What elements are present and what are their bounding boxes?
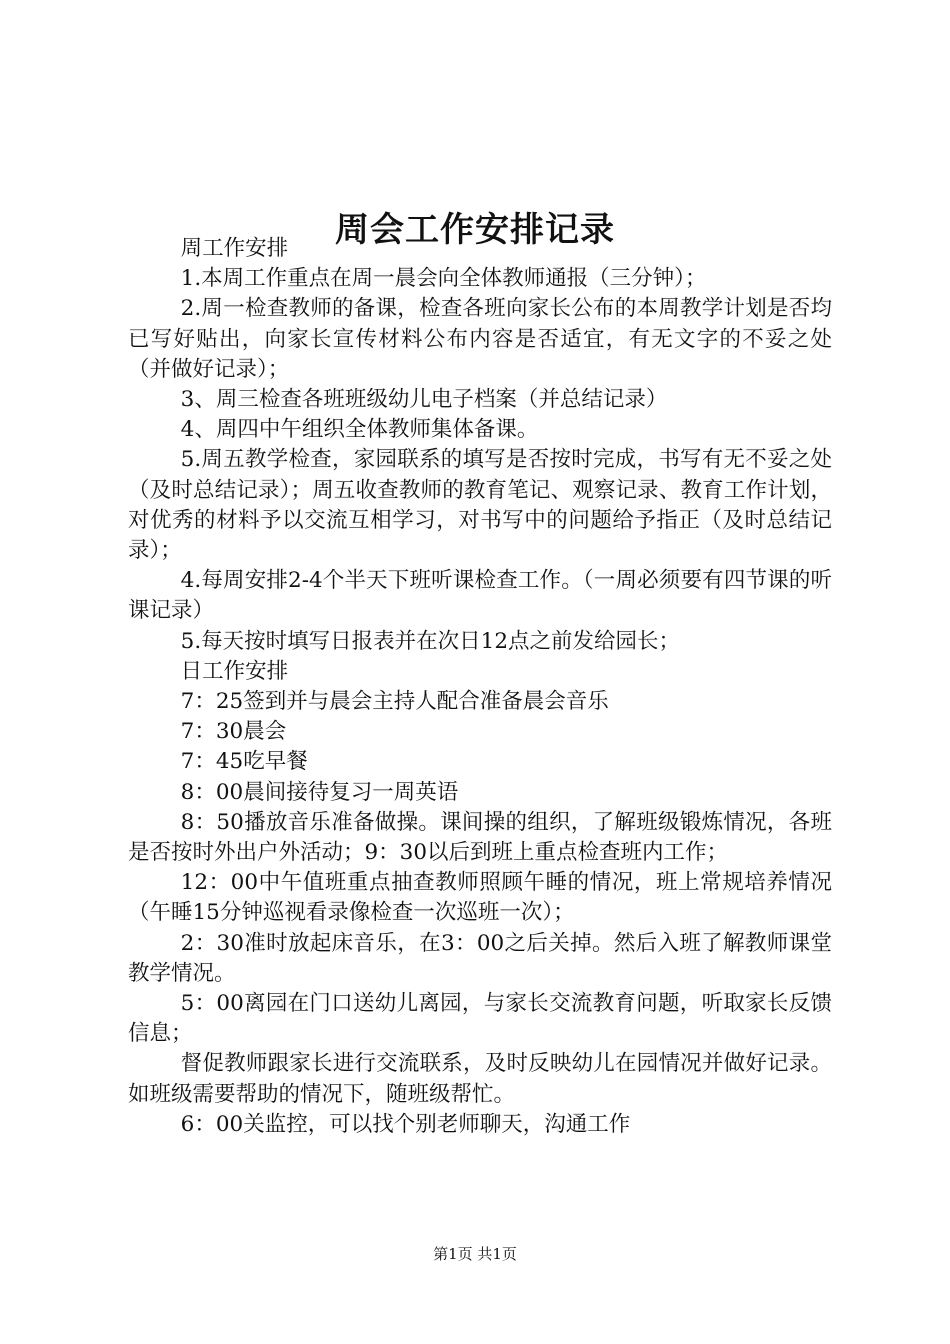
paragraph: 1.本周工作重点在周一晨会向全体教师通报（三分钟）； [180,266,707,292]
section-heading-weekly: 周工作安排 [180,236,289,261]
paragraph: 2：30准时放起床音乐，在3：00之后关掉。然后入班了解教师课堂教学情况。 [128,930,832,986]
paragraph: 6：00关监控，可以找个别老师聊天，沟通工作 [180,1111,631,1137]
paragraph: 3、周三检查各班班级幼儿电子档案（并总结记录） [180,387,668,413]
paragraph: 7：45吃早餐 [180,749,308,775]
paragraph: 7：25签到并与晨会主持人配合准备晨会音乐 [180,689,609,715]
paragraph: 2.周一检查教师的备课，检查各班向家长公布的本周教学计划是否均已写好贴出，向家长宣传材料公布内容是否适宜，有无文字的不妥之处（并做好记录）； [128,296,832,382]
paragraph: 12：00中午值班重点抽查教师照顾午睡的情况，班上常规培养情况（午睡15分钟巡视看录像检查一次巡班一次）； [128,870,832,926]
paragraph: 督促教师跟家长进行交流联系，及时反映幼儿在园情况并做好记录。如班级需要帮助的情况下，随班级帮忙。 [128,1051,832,1107]
paragraph: 4.每周安排2-4个半天下班听课检查工作。（一周必须要有四节课的听课记录） [128,568,832,624]
section-heading-daily: 日工作安排 [180,658,289,684]
paragraph: 5：00离园在门口送幼儿离园，与家长交流教育问题，听取家长反馈信息； [128,991,832,1047]
page-footer: 第1页 共1页 [433,1245,517,1263]
paragraph: 4、周四中午组织全体教师集体备课。 [180,417,539,443]
paragraph: 8：00晨间接待复习一周英语 [180,779,459,805]
document-title: 周会工作安排记录 [335,209,615,250]
document-body [128,234,832,1140]
paragraph: 8：50播放音乐准备做操。课间操的组织，了解班级锻炼情况，各班是否按时外出户外活动；9：30以后到班上重点检查班内工作； [128,809,832,866]
paragraph: 5.每天按时填写日报表并在次日12点之前发给园长； [180,628,681,654]
paragraph: 7：30晨会 [180,719,287,745]
paragraph: 5.周五教学检查，家园联系的填写是否按时完成，书写有无不妥之处（及时总结记录）；周五收查教师的教育笔记、观察记录、教育工作计划，对优秀的材料予以交流互相学习，对书写中的问题给予指正（及时总结记录）； [128,447,832,564]
